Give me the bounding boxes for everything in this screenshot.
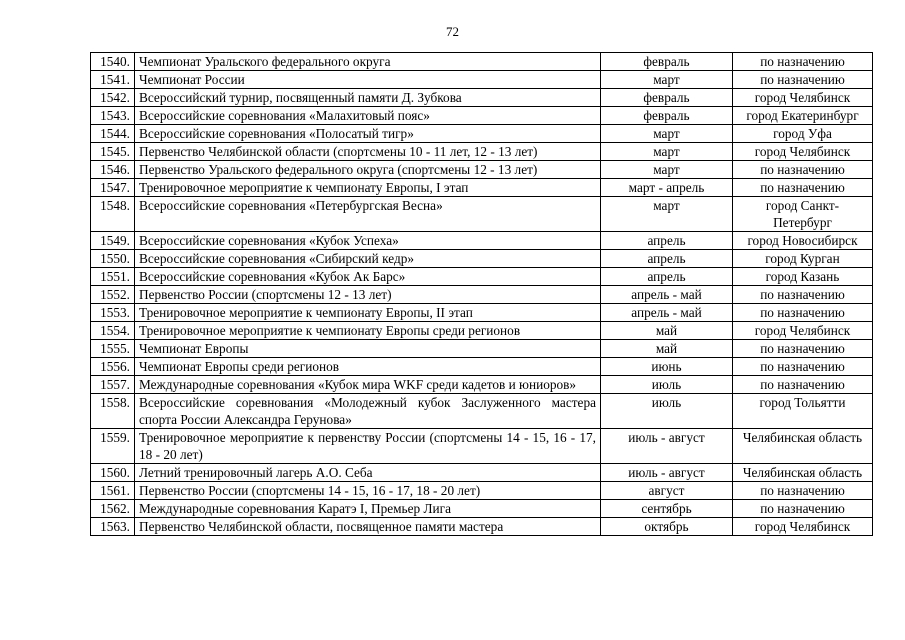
event-place: по назначению: [733, 358, 873, 376]
event-name: Чемпионат Уральского федерального округа: [135, 53, 601, 71]
event-place: Челябинская область: [733, 429, 873, 464]
row-number: 1555.: [91, 340, 135, 358]
table-row: [91, 161, 873, 179]
row-number: 1562.: [91, 500, 135, 518]
table-row: [91, 143, 873, 161]
event-name: Первенство Уральского федерального округа (спортсмены 12 - 13 лет): [135, 161, 601, 179]
event-date: июль - август: [601, 429, 733, 464]
event-place: по назначению: [733, 304, 873, 322]
event-date: сентябрь: [601, 500, 733, 518]
row-number: 1559.: [91, 429, 135, 464]
event-date: февраль: [601, 89, 733, 107]
event-place: город Тольятти: [733, 394, 873, 429]
table-row: [91, 500, 873, 518]
events-table-body: [91, 53, 873, 536]
table-row: [91, 464, 873, 482]
table-row: [91, 322, 873, 340]
event-name: Первенство Челябинской области (спортсмены 10 - 11 лет, 12 - 13 лет): [135, 143, 601, 161]
event-date: август: [601, 482, 733, 500]
table-row: [91, 268, 873, 286]
event-name: Всероссийские соревнования «Сибирский кедр»: [135, 250, 601, 268]
event-place: Челябинская область: [733, 464, 873, 482]
event-date: октябрь: [601, 518, 733, 536]
event-name: Летний тренировочный лагерь А.О. Себа: [135, 464, 601, 482]
table-row: [91, 429, 873, 464]
table-row: [91, 125, 873, 143]
row-number: 1551.: [91, 268, 135, 286]
event-date: июль - август: [601, 464, 733, 482]
table-row: [91, 376, 873, 394]
table-row: [91, 518, 873, 536]
event-date: апрель - май: [601, 304, 733, 322]
event-name: Чемпионат Европы: [135, 340, 601, 358]
row-number: 1552.: [91, 286, 135, 304]
event-date: апрель: [601, 250, 733, 268]
event-name: Тренировочное мероприятие к первенству России (спортсмены 14 - 15, 16 - 17, 18 - 20 лет): [135, 429, 601, 464]
event-place: по назначению: [733, 53, 873, 71]
table-row: [91, 482, 873, 500]
event-name: Всероссийские соревнования «Малахитовый пояс»: [135, 107, 601, 125]
table-row: [91, 197, 873, 232]
row-number: 1558.: [91, 394, 135, 429]
event-name: Всероссийские соревнования «Молодежный кубок Заслуженного мастера спорта России Александра Герунова»: [135, 394, 601, 429]
event-name: Всероссийские соревнования «Кубок Ак Барс»: [135, 268, 601, 286]
event-date: март: [601, 197, 733, 232]
table-row: [91, 89, 873, 107]
event-date: март: [601, 125, 733, 143]
row-number: 1549.: [91, 232, 135, 250]
event-name: Тренировочное мероприятие к чемпионату Европы, I этап: [135, 179, 601, 197]
event-name: Чемпионат Европы среди регионов: [135, 358, 601, 376]
event-date: июнь: [601, 358, 733, 376]
event-name: Всероссийские соревнования «Кубок Успеха»: [135, 232, 601, 250]
event-place: город Курган: [733, 250, 873, 268]
table-row: [91, 71, 873, 89]
event-name: Международные соревнования Каратэ I, Премьер Лига: [135, 500, 601, 518]
event-date: февраль: [601, 53, 733, 71]
row-number: 1543.: [91, 107, 135, 125]
row-number: 1542.: [91, 89, 135, 107]
event-place: город Казань: [733, 268, 873, 286]
event-date: апрель: [601, 232, 733, 250]
row-number: 1546.: [91, 161, 135, 179]
event-date: март: [601, 71, 733, 89]
row-number: 1545.: [91, 143, 135, 161]
event-name: Международные соревнования «Кубок мира WKF среди кадетов и юниоров»: [135, 376, 601, 394]
event-date: апрель - май: [601, 286, 733, 304]
table-row: [91, 179, 873, 197]
event-date: февраль: [601, 107, 733, 125]
event-place: город Челябинск: [733, 322, 873, 340]
event-date: апрель: [601, 268, 733, 286]
event-name: Тренировочное мероприятие к чемпионату Европы, II этап: [135, 304, 601, 322]
row-number: 1550.: [91, 250, 135, 268]
event-place: по назначению: [733, 179, 873, 197]
event-place: город Новосибирск: [733, 232, 873, 250]
event-date: май: [601, 322, 733, 340]
table-row: [91, 304, 873, 322]
event-name: Первенство России (спортсмены 14 - 15, 16 - 17, 18 - 20 лет): [135, 482, 601, 500]
event-date: март: [601, 161, 733, 179]
row-number: 1547.: [91, 179, 135, 197]
table-row: [91, 107, 873, 125]
event-place: по назначению: [733, 340, 873, 358]
event-date: март - апрель: [601, 179, 733, 197]
row-number: 1557.: [91, 376, 135, 394]
event-place: город Челябинск: [733, 518, 873, 536]
row-number: 1553.: [91, 304, 135, 322]
event-name: Всероссийские соревнования «Петербургская Весна»: [135, 197, 601, 232]
event-place: город Екатеринбург: [733, 107, 873, 125]
event-place: по назначению: [733, 482, 873, 500]
event-date: июль: [601, 376, 733, 394]
event-place: по назначению: [733, 286, 873, 304]
event-date: июль: [601, 394, 733, 429]
table-row: [91, 232, 873, 250]
event-place: по назначению: [733, 71, 873, 89]
row-number: 1541.: [91, 71, 135, 89]
event-name: Тренировочное мероприятие к чемпионату Европы среди регионов: [135, 322, 601, 340]
event-date: март: [601, 143, 733, 161]
table-row: [91, 250, 873, 268]
row-number: 1556.: [91, 358, 135, 376]
event-name: Первенство России (спортсмены 12 - 13 лет): [135, 286, 601, 304]
row-number: 1544.: [91, 125, 135, 143]
events-table: [90, 52, 873, 536]
event-place: город Челябинск: [733, 143, 873, 161]
row-number: 1554.: [91, 322, 135, 340]
event-place: город Санкт-Петербург: [733, 197, 873, 232]
event-date: май: [601, 340, 733, 358]
table-row: [91, 358, 873, 376]
row-number: 1563.: [91, 518, 135, 536]
event-name: Первенство Челябинской области, посвященное памяти мастера: [135, 518, 601, 536]
page-number: 72: [446, 24, 459, 39]
row-number: 1561.: [91, 482, 135, 500]
table-row: [91, 340, 873, 358]
event-place: по назначению: [733, 500, 873, 518]
event-place: город Челябинск: [733, 89, 873, 107]
event-name: Всероссийские соревнования «Полосатый тигр»: [135, 125, 601, 143]
event-place: город Уфа: [733, 125, 873, 143]
event-name: Всероссийский турнир, посвященный памяти Д. Зубкова: [135, 89, 601, 107]
table-row: [91, 286, 873, 304]
table-row: [91, 53, 873, 71]
event-name: Чемпионат России: [135, 71, 601, 89]
table-row: [91, 394, 873, 429]
row-number: 1548.: [91, 197, 135, 232]
event-place: по назначению: [733, 161, 873, 179]
row-number: 1560.: [91, 464, 135, 482]
event-place: по назначению: [733, 376, 873, 394]
row-number: 1540.: [91, 53, 135, 71]
